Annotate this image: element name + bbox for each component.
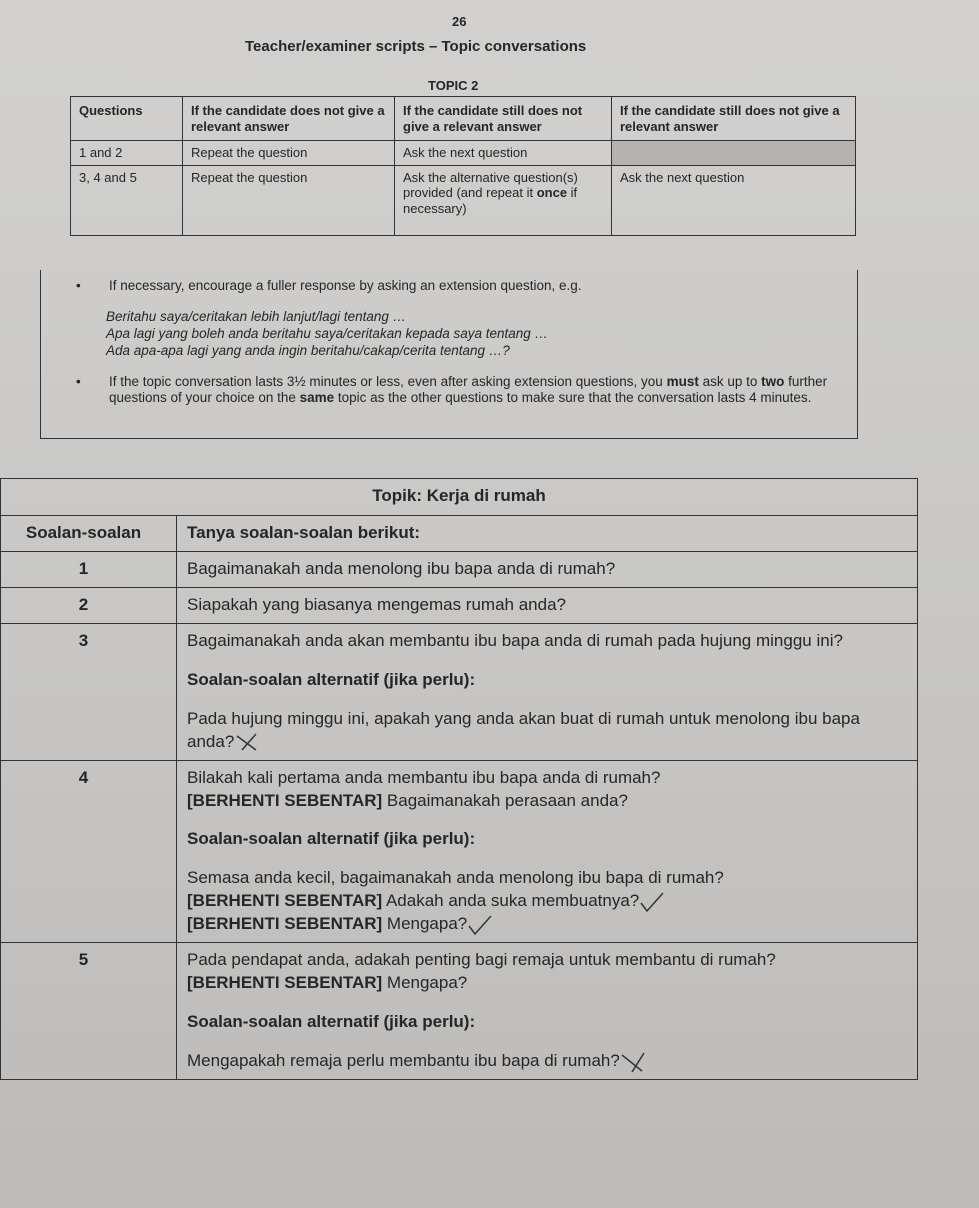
header-second-response: If the candidate still does not give a relevant answer (395, 97, 612, 141)
pause-label: [BERHENTI SEBENTAR] (187, 914, 383, 934)
text: further questions of your choice on the (109, 373, 828, 406)
header-questions: Questions (71, 97, 183, 141)
pause-label: [BERHENTI SEBENTAR] (187, 973, 383, 993)
example-question: Beritahu saya/ceritakan lebih lanjut/lagi tentang … (106, 308, 407, 324)
question-row (1, 551, 918, 587)
alternative-question: Semasa anda kecil, bagaimanakah anda menolong ibu bapa di rumah? (187, 868, 724, 888)
emphasis: two (761, 373, 785, 389)
text: If the topic conversation lasts 3½ minutes or less, even after asking extension questions, you (109, 373, 667, 389)
col-header-questions: Soalan-soalan (1, 516, 177, 552)
col-header-instructions: Tanya soalan-soalan berikut: (177, 516, 918, 552)
question-number: 1 (1, 551, 177, 587)
alternative-label: Soalan-soalan alternatif (jika perlu): (187, 669, 476, 689)
pause-label: [BERHENTI SEBENTAR] (187, 790, 383, 810)
emphasis: once (536, 185, 568, 201)
cell-questions: 1 and 2 (71, 141, 183, 166)
topic-question-table (0, 478, 918, 1080)
alternative-label: Soalan-soalan alternatif (jika perlu): (187, 829, 476, 849)
handwritten-tick-icon (467, 914, 493, 936)
cell-questions: 3, 4 and 5 (71, 165, 183, 235)
text: topic as the other questions to make sure that the conversation lasts 4 minutes. (334, 390, 812, 406)
question-text: Bilakah kali pertama anda membantu ibu bapa anda di rumah? (187, 767, 661, 787)
example-question: Ada apa-apa lagi yang anda ingin beritahu/cakap/cerita tentang …? (106, 342, 510, 358)
cell-shaded (612, 141, 856, 166)
handwritten-cross-icon (234, 731, 260, 753)
page-heading: Teacher/examiner scripts – Topic conversations (245, 38, 587, 55)
table-header-row (71, 97, 856, 141)
alternative-label: Soalan-soalan alternatif (jika perlu): (187, 1012, 476, 1032)
cell-first: Repeat the question (183, 165, 395, 235)
question-cell (177, 760, 918, 943)
question-number: 2 (1, 587, 177, 623)
emphasis: must (666, 373, 699, 389)
follow-up-text: Mengapa? (382, 914, 468, 934)
question-cell (177, 943, 918, 1080)
question-row (1, 587, 918, 623)
question-text: Pada pendapat anda, adakah penting bagi remaja untuk membantu di rumah? (187, 950, 776, 970)
text: ask up to (698, 373, 762, 389)
question-text: Pada hujung minggu ini, apakah yang anda akan buat di rumah untuk menolong ibu bapa anda? (187, 708, 860, 751)
question-text: Siapakah yang biasanya mengemas rumah anda? (177, 587, 918, 623)
question-number: 3 (1, 623, 177, 760)
text: if necessary) (403, 185, 578, 216)
follow-up-text: Adakah anda suka membuatnya? (382, 891, 640, 911)
question-text: Bagaimanakah anda akan membantu ibu bapa anda di rumah pada hujung minggu ini? (187, 630, 843, 650)
table-row (71, 141, 856, 166)
emphasis: same (299, 390, 335, 406)
header-third-response: If the candidate still does not give a relevant answer (612, 97, 856, 141)
follow-up-text: Bagaimanakah perasaan anda? (382, 790, 628, 810)
topic-label: TOPIC 2 (428, 78, 479, 93)
page-number: 26 (452, 14, 467, 29)
question-text: Bagaimanakah anda menolong ibu bapa anda di rumah? (177, 551, 918, 587)
question-cell (177, 623, 918, 760)
examiner-guide-table (70, 96, 856, 236)
text: Ask the alternative question(s) provided (and repeat it (403, 169, 578, 201)
handwritten-tick-icon (639, 891, 665, 913)
question-row (1, 943, 918, 1080)
follow-up-text: Mengapa? (382, 973, 468, 993)
header-first-response: If the candidate does not give a relevant answer (183, 97, 395, 141)
alternative-question (187, 708, 907, 754)
topic-title: Topik: Kerja di rumah (1, 479, 918, 516)
note-bullet (61, 374, 837, 408)
handwritten-cross-icon (620, 1051, 646, 1073)
cell-second: Ask the next question (395, 141, 612, 166)
question-number: 4 (1, 760, 177, 943)
cell-first: Repeat the question (183, 141, 395, 166)
question-text: Mengapakah remaja perlu membantu ibu bapa di rumah? (187, 1051, 620, 1070)
note-bullet: • If necessary, encourage a fuller response by asking an extension question, e.g. (61, 278, 837, 295)
cell-third: Ask the next question (612, 165, 856, 235)
example-question: Apa lagi yang boleh anda beritahu saya/ceritakan kepada saya tentang … (106, 325, 549, 341)
question-row (1, 760, 918, 943)
instructions-box (40, 270, 858, 439)
question-number: 5 (1, 943, 177, 1080)
cell-second (395, 165, 612, 235)
pause-label: [BERHENTI SEBENTAR] (187, 891, 383, 911)
alternative-question (187, 1050, 907, 1073)
table-row (71, 165, 856, 235)
question-row (1, 623, 918, 760)
